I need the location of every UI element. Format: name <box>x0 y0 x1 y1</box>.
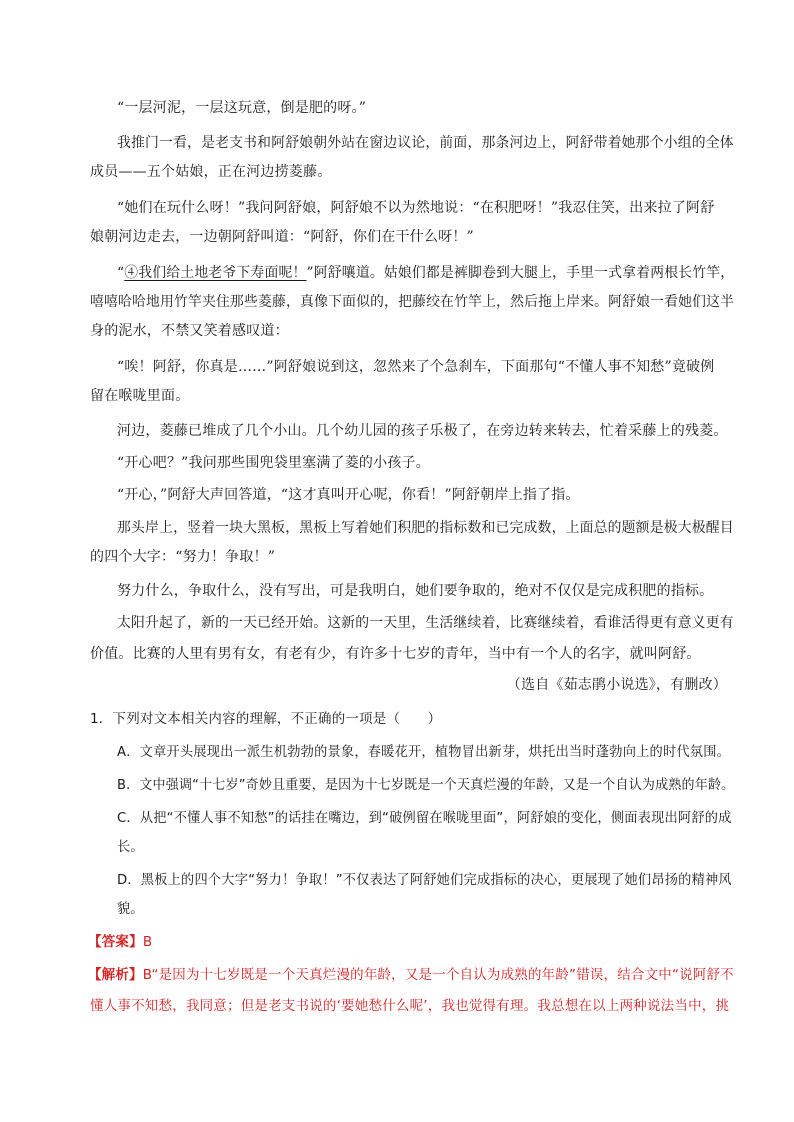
passage-paragraph-5-line-1: “唉！阿舒，你真是……”阿舒娘说到这，忽然来了个急刹车，下面那句“不懂人事不知愁”竟破例 <box>117 359 715 375</box>
passage-paragraph-11-line-2: 价值。比赛的人里有男有女，有老有少，有许多十七岁的青年，当中有一个人的名字，就叫阿舒。 <box>90 646 701 662</box>
passage-paragraph-11-line-1: 太阳升起了，新的一天已经开始。这新的一天里，生活继续着，比赛继续着，看谁活得更有意义更有 <box>117 615 734 631</box>
passage-paragraph-10: 努力什么，争取什么，没有写出，可是我明白，她们要争取的，绝对不仅仅是完成积肥的指标。 <box>117 583 714 599</box>
quote-open: “ <box>117 265 125 281</box>
passage-paragraph-2-line-2: 成员——五个姑娘，正在河边捞菱藤。 <box>90 164 332 180</box>
passage-paragraph-6: 河边，菱藤已堆成了几个小山。几个幼儿园的孩子乐极了，在旁边转来转去，忙着采藤上的残菱。 <box>117 423 728 439</box>
answer-label: 【答案】 <box>88 934 143 950</box>
question-number: 1． <box>90 711 113 727</box>
underlined-sentence-4: ④我们给土地老爷下寿面呢！ <box>124 265 307 281</box>
analysis-line-1 <box>88 965 734 985</box>
option-b: B．文中强调“十七岁”奇妙且重要，是因为十七岁既是一个天真烂漫的年龄，又是一个自认为成熟的年龄。 <box>117 777 735 793</box>
passage-paragraph-4-line-3: 身的泥水，不禁又笑着感叹道： <box>90 323 289 339</box>
answer-line <box>88 932 718 952</box>
analysis-label: 【解析】 <box>88 967 143 983</box>
passage-paragraph-3-line-1: “她们在玩什么呀！”我问阿舒娘，阿舒娘不以为然地说：“在积肥呀！”我忍住笑，出来拉了阿舒 <box>117 200 715 216</box>
passage-paragraph-7: “开心吧？”我问那些围兜袋里塞满了菱的小孩子。 <box>117 455 430 471</box>
passage-paragraph-9-line-2: 的四个大字：“努力！争取！” <box>90 549 276 565</box>
analysis-line-2: 懂人事不知愁，我同意；但是老支书说的‘要她愁什么呢’，我也觉得有理。我总想在以上两种说法当中，挑 <box>90 998 730 1014</box>
passage-paragraph-2-line-1: 我推门一看，是老支书和阿舒娘朝外站在窗边议论，前面，那条河边上，阿舒带着她那个小组的全体 <box>117 135 734 151</box>
option-d-continuation: 貌。 <box>117 901 144 917</box>
option-d: D．黑板上的四个大字“努力！争取！”不仅表达了阿舒她们完成指标的决心，更展现了她们昂扬的精神风 <box>117 872 732 888</box>
passage-paragraph-4-line-2: 嘻嘻哈哈地用竹竿夹住那些菱藤，真像下面似的，把藤绞在竹竿上，然后拖上岸来。阿舒娘一看她们这半 <box>90 294 735 310</box>
passage-paragraph-3-line-2: 娘朝河边走去，一边朝阿舒叫道：“阿舒，你们在干什么呀！” <box>90 229 474 245</box>
passage-paragraph-1: “一层河泥，一层这玩意，倒是肥的呀。” <box>117 100 367 116</box>
answer-value: B <box>142 934 153 950</box>
passage-paragraph-9-line-1: 那头岸上，竖着一块大黑板，黑板上写着她们积肥的指标数和已完成数，上面总的题额是极大极醒目 <box>117 520 734 536</box>
analysis-text-1: B“是因为十七岁既是一个天真烂漫的年龄，又是一个自认为成熟的年龄”错误，结合文中“说阿舒不 <box>142 967 734 983</box>
paragraph-4-rest: ”阿舒嚷道。姑娘们都是裤脚卷到大腿上，手里一式拿着两根长竹竿， <box>306 265 735 281</box>
option-c: C．从把“不懂人事不知愁”的话挂在嘴边，到“破例留在喉咙里面”，阿舒娘的变化，侧面表现出阿舒的成 <box>117 810 732 826</box>
question-stem: 下列对文本相关内容的理解，不正确的一项是（ ） <box>112 711 442 727</box>
passage-paragraph-4-line-1 <box>117 263 735 283</box>
question-1 <box>90 709 720 729</box>
option-c-continuation: 长。 <box>117 839 144 855</box>
passage-paragraph-5-line-2: 留在喉咙里面。 <box>90 388 190 404</box>
passage-paragraph-8: “开心，”阿舒大声回答道，“这才真叫开心呢，你看！”阿舒朝岸上指了指。 <box>117 487 580 503</box>
option-a: A．文章开头展现出一派生机勃勃的景象，春暖花开，植物冒出新芽，烘托出当时蓬勃向上的时代氛围。 <box>117 744 731 760</box>
passage-source: （选自《茹志鹃小说选》，有删改） <box>506 677 727 693</box>
